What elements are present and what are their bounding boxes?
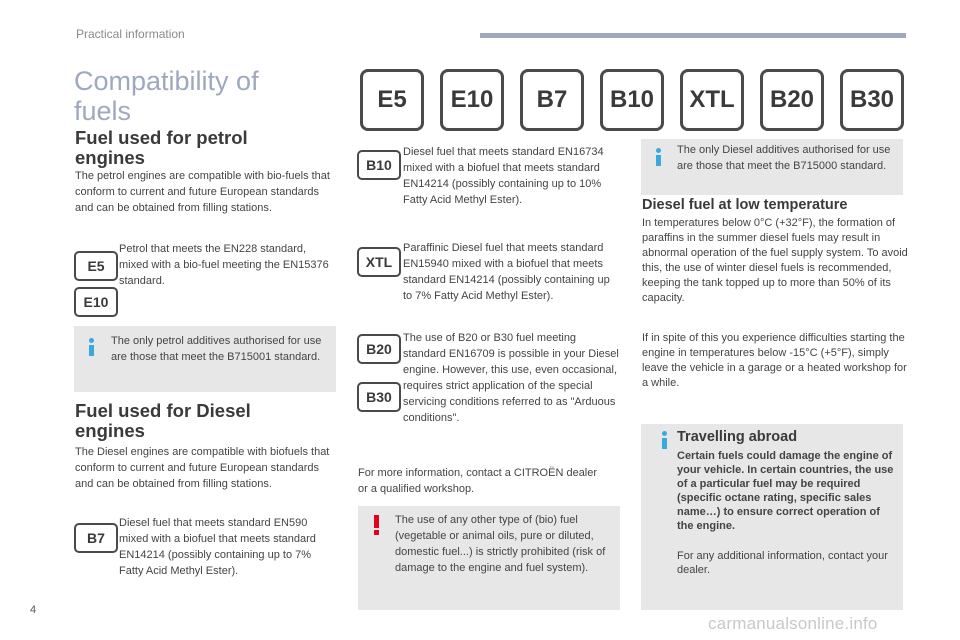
diesel-heading: Fuel used for Diesel engines — [75, 400, 251, 441]
info-icon — [86, 338, 98, 356]
low-temperature-text-1: In temperatures below 0°C (+32°F), the formation of paraffins in the summer diesel fuels may result in abnormal operation of the fuel supply system. To avoid this, the use of winter diesel fuels is recommended, keeping the tank topped up to more than 50% of its capacity. — [642, 217, 908, 304]
petrol-intro: The petrol engines are compatible with bio-fuels that conform to current and future European standards and can be obtained from filling stations. — [75, 170, 330, 214]
more-info-text: For more information, contact a CITROËN dealer or a qualified workshop. — [358, 467, 598, 495]
warning-icon — [373, 515, 381, 535]
diesel-additives-note — [641, 139, 903, 195]
badge-b10: B10 — [357, 150, 401, 180]
badge-xtl-large: XTL — [680, 69, 744, 131]
badge-b20-large: B20 — [760, 69, 824, 131]
travelling-abroad-note — [641, 424, 903, 610]
travelling-abroad-contact: For any additional information, contact your dealer. — [677, 550, 888, 576]
badge-xtl: XTL — [357, 247, 401, 277]
prohibited-fuels-text: The use of any other type of (bio) fuel (vegetable or animal oils, pure or diluted, domestic fuel...) is strictly prohibited (risk of damage to the engine and fuel system). — [395, 514, 606, 574]
badge-b7: B7 — [74, 523, 118, 553]
e5-e10-description: Petrol that meets the EN228 standard, mixed with a bio-fuel meeting the EN15376 standard. — [119, 243, 329, 287]
badge-b10-large: B10 — [600, 69, 664, 131]
b7-description: Diesel fuel that meets standard EN590 mixed with a biofuel that meets standard EN14214 (possibly containing up to 7% Fatty Acid Methyl Ester). — [119, 517, 316, 577]
badge-e5-large: E5 — [360, 69, 424, 131]
badge-e5: E5 — [74, 251, 118, 281]
petrol-heading: Fuel used for petrol engines — [75, 127, 248, 168]
info-icon — [653, 148, 665, 166]
header-rule — [480, 33, 906, 38]
petrol-additives-note — [74, 326, 336, 392]
travelling-abroad-warning: Certain fuels could damage the engine of your vehicle. In certain countries, the use of a particular fuel may be required (specific octane rating, specific sales name…) to ensure correct operation of the engine. — [677, 450, 894, 532]
page-title: Compatibility of fuels — [74, 66, 259, 126]
diesel-additives-text: The only Diesel additives authorised for use are those that meet the B715000 standard. — [677, 144, 891, 172]
xtl-description: Paraffinic Diesel fuel that meets standard EN15940 mixed with a biofuel that meets standard EN14214 (possibly containing up to 7% Fatty Acid Methyl Ester). — [403, 242, 610, 302]
diesel-intro: The Diesel engines are compatible with biofuels that conform to current and future European standards and can be obtained from filling stations. — [75, 446, 330, 490]
section-header: Practical information — [76, 27, 185, 41]
prohibited-fuels-warning — [358, 506, 620, 610]
info-icon — [659, 431, 671, 449]
low-temperature-heading: Diesel fuel at low temperature — [642, 197, 848, 213]
b10-description: Diesel fuel that meets standard EN16734 mixed with a biofuel that meets standard EN14214 (possibly containing up to 10% Fatty Acid Methyl Ester). — [403, 146, 604, 206]
badge-b30-large: B30 — [840, 69, 904, 131]
watermark: carmanualsonline.info — [708, 614, 878, 633]
travelling-abroad-heading: Travelling abroad — [677, 429, 798, 445]
page-number: 4 — [30, 604, 37, 616]
petrol-additives-text: The only petrol additives authorised for use are those that meet the B715001 standard. — [111, 335, 322, 363]
badge-b30: B30 — [357, 382, 401, 412]
b20-b30-description: The use of B20 or B30 fuel meeting standard EN16709 is possible in your Diesel engine. However, this use, even occasional, requires strict application of the special servicing conditions referred to as "Arduous conditions". — [403, 332, 619, 424]
badge-b20: B20 — [357, 334, 401, 364]
badge-e10: E10 — [74, 287, 118, 317]
badge-e10-large: E10 — [440, 69, 504, 131]
badge-b7-large: B7 — [520, 69, 584, 131]
low-temperature-text-2: If in spite of this you experience difficulties starting the engine in temperatures below -15°C (+5°F), simply leave the vehicle in a garage or a heated workshop for a while. — [642, 332, 907, 389]
